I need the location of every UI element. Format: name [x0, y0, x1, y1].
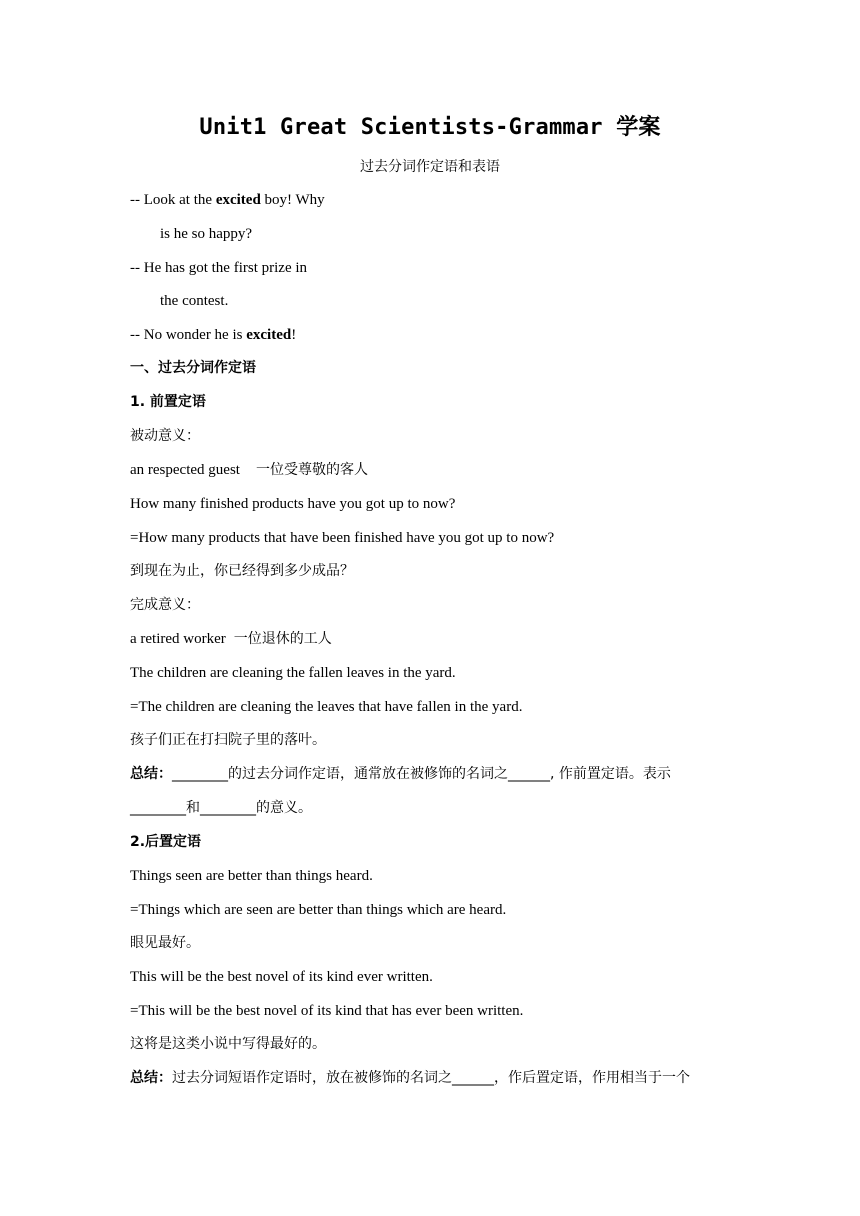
example-line: =The children are cleaning the leaves that have fallen in the yard. — [130, 699, 523, 715]
example-english: an respected guest — [130, 462, 240, 478]
example-chinese: 一位受尊敬的客人 — [255, 462, 368, 478]
section-heading: 一、过去分词作定语 — [130, 360, 256, 376]
example-translation: 到现在为止，你已经得到多少成品？ — [130, 563, 354, 579]
example-translation: 眼见最好。 — [130, 935, 200, 951]
example-line: =Things which are seen are better than things which are heard. — [130, 902, 507, 918]
dialogue-line-5 — [130, 324, 740, 346]
summary-label: 总结： — [130, 766, 172, 782]
example-line: =This will be the best novel of its kind that has ever been written. — [130, 1003, 524, 1019]
dialogue-line-2: is he so happy? — [160, 226, 253, 242]
example-line: =How many products that have been finished have you got up to now? — [130, 530, 555, 546]
dialogue-bold-word: excited — [215, 192, 261, 208]
subsection-heading-postpositive: 2.后置定语 — [130, 834, 202, 850]
summary-label: 总结： — [130, 1070, 172, 1086]
example-line: The children are cleaning the fallen leaves in the yard. — [130, 665, 456, 681]
dialogue-line-4: the contest. — [160, 293, 229, 309]
example-english: a retired worker — [130, 631, 226, 647]
document-subtitle: 过去分词作定语和表语 — [360, 159, 500, 175]
example-line: Things seen are better than things heard. — [130, 868, 373, 884]
dialogue-text: -- Look at the — [130, 192, 216, 208]
example-chinese: 一位退休的工人 — [233, 631, 332, 647]
dialogue-line-3: -- He has got the first prize in — [130, 260, 308, 276]
summary-text: 过去分词短语作定语时，放在被修饰的名词之______，作后置定语，作用相当于一个 — [172, 1070, 690, 1086]
summary-line-2: ________和________的意义。 — [130, 800, 312, 816]
example-line — [130, 459, 740, 481]
dialogue-bold-word: excited — [246, 327, 292, 343]
example-translation: 孩子们正在打扫院子里的落叶。 — [130, 732, 326, 748]
summary-text: ________的过去分词作定语，通常放在被修饰的名词之______, 作前置定语。表示 — [172, 766, 671, 782]
summary-line-3 — [130, 1067, 740, 1089]
dialogue-text: boy! Why — [260, 192, 325, 208]
example-line: This will be the best novel of its kind ever written. — [130, 969, 433, 985]
dialogue-line-1 — [130, 189, 740, 211]
passive-meaning-label: 被动意义： — [130, 428, 200, 444]
perfect-meaning-label: 完成意义： — [130, 597, 200, 613]
dialogue-text: -- No wonder he is — [130, 327, 247, 343]
summary-line-1 — [130, 763, 740, 785]
subsection-heading-prepositive: 1. 前置定语 — [130, 394, 206, 410]
example-translation: 这将是这类小说中写得最好的。 — [130, 1036, 326, 1052]
dialogue-text: ! — [291, 327, 297, 343]
document-title: Unit1 Great Scientists-Grammar 学案 — [199, 115, 661, 140]
example-line — [130, 628, 740, 650]
example-line: How many finished products have you got up to now? — [130, 496, 456, 512]
